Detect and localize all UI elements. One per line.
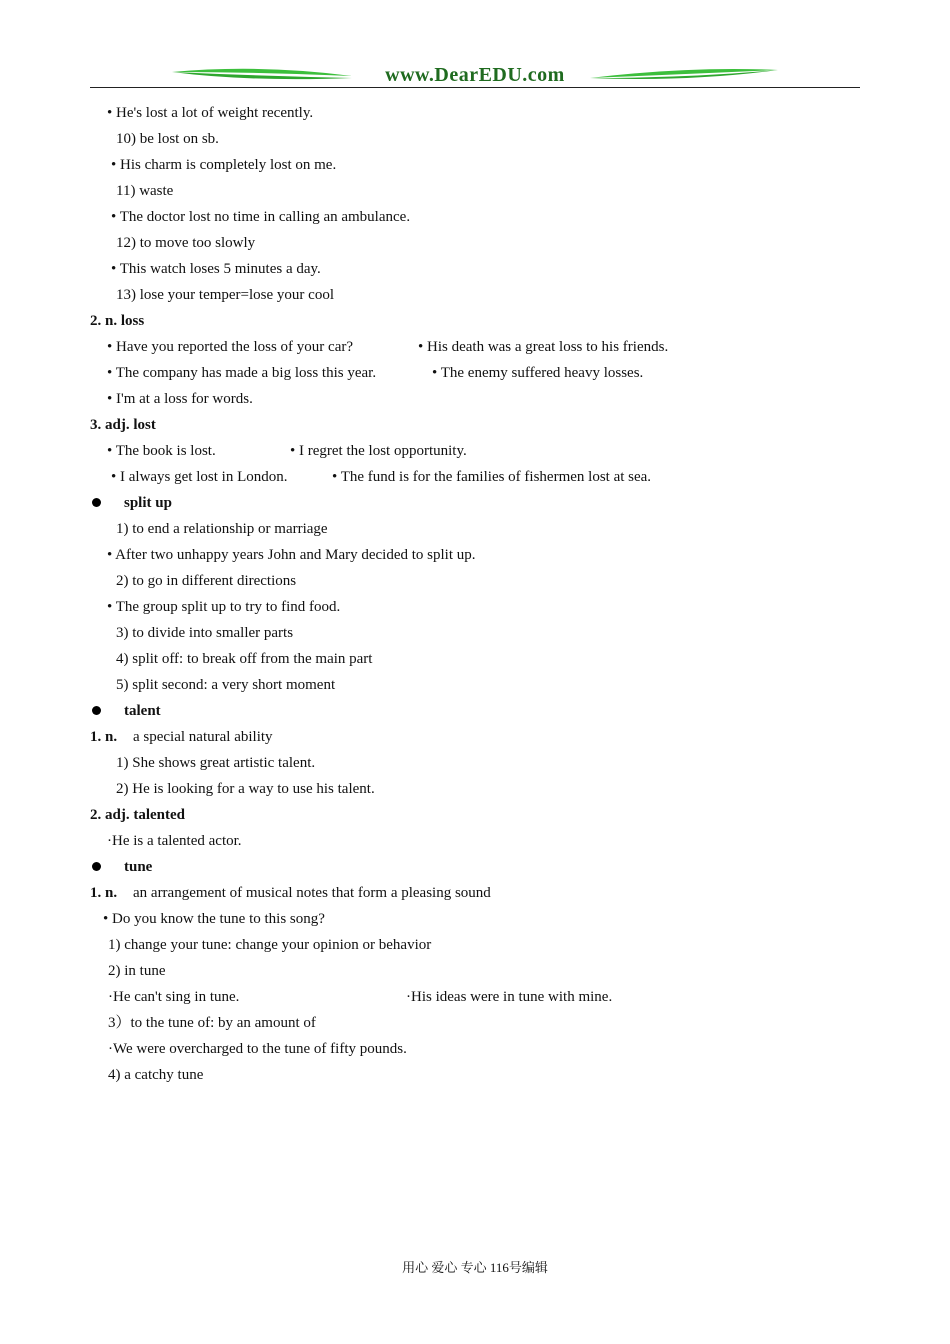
- example-line: ·He is a talented actor.: [107, 833, 242, 849]
- example-line: • I always get lost in London.: [111, 469, 288, 485]
- bullet-dot-icon: [92, 498, 101, 507]
- example-line: • His death was a great loss to his friends.: [418, 339, 669, 355]
- sense-line: 2) in tune: [108, 963, 166, 979]
- section-heading: 3. adj. lost: [90, 417, 156, 433]
- sense-line: 10) be lost on sb.: [116, 131, 219, 147]
- sense-line: 1) She shows great artistic talent.: [116, 755, 316, 771]
- entry-headword: talent: [124, 703, 161, 719]
- sense-line: 2) to go in different directions: [116, 573, 297, 589]
- example-line: • The book is lost.: [107, 443, 216, 459]
- example-line: • His charm is completely lost on me.: [111, 157, 337, 173]
- header-rule: [90, 87, 860, 88]
- sense-line: 3) to divide into smaller parts: [116, 625, 294, 641]
- example-line: ·We were overcharged to the tune of fifty pounds.: [108, 1041, 407, 1057]
- example-line: • Do you know the tune to this song?: [103, 911, 325, 927]
- page-header: [90, 62, 860, 90]
- section-heading: 2. n. loss: [90, 313, 145, 329]
- sense-line: 4) split off: to break off from the main part: [116, 651, 373, 667]
- bullet-dot-icon: [92, 862, 101, 871]
- sense-line: 2) He is looking for a way to use his talent.: [116, 781, 375, 797]
- example-line: • He's lost a lot of weight recently.: [107, 105, 314, 121]
- section-heading: 1. n.: [90, 885, 118, 901]
- example-line: • The fund is for the families of fishermen lost at sea.: [332, 469, 652, 485]
- section-heading: 1. n.: [90, 729, 118, 745]
- example-line: • I regret the lost opportunity.: [290, 443, 467, 459]
- bullet-dot-icon: [92, 706, 101, 715]
- definition-text: a special natural ability: [133, 729, 273, 745]
- section-heading: 2. adj. talented: [90, 807, 185, 823]
- example-line: • The company has made a big loss this year.: [107, 365, 377, 381]
- example-line: • The enemy suffered heavy losses.: [432, 365, 644, 381]
- definition-text: an arrangement of musical notes that form a pleasing sound: [133, 885, 491, 901]
- example-line: • Have you reported the loss of your car?: [107, 339, 353, 355]
- sense-line: 1) change your tune: change your opinion or behavior: [108, 937, 432, 953]
- example-line: ·He can't sing in tune.: [108, 989, 240, 1005]
- example-line: • This watch loses 5 minutes a day.: [111, 261, 321, 277]
- example-line: • After two unhappy years John and Mary decided to split up.: [107, 547, 476, 563]
- sense-line: 11) waste: [116, 183, 174, 199]
- page-footer: 用心 爱心 专心 116号编辑: [402, 1260, 548, 1275]
- entry-headword: tune: [124, 859, 153, 875]
- sense-line: 3）to the tune of: by an amount of: [108, 1015, 316, 1031]
- example-line: ·His ideas were in tune with mine.: [406, 989, 613, 1005]
- sense-line: 5) split second: a very short moment: [116, 677, 336, 693]
- sense-line: 1) to end a relationship or marriage: [116, 521, 328, 537]
- entry-headword: split up: [124, 495, 172, 511]
- sense-line: 13) lose your temper=lose your cool: [116, 287, 334, 303]
- sense-line: 12) to move too slowly: [116, 235, 256, 251]
- sense-line: 4) a catchy tune: [108, 1067, 204, 1083]
- example-line: • The group split up to try to find food.: [107, 599, 341, 615]
- logo-text: www.DearEDU.com: [385, 64, 565, 86]
- example-line: • The doctor lost no time in calling an ambulance.: [111, 209, 411, 225]
- example-line: • I'm at a loss for words.: [107, 391, 253, 407]
